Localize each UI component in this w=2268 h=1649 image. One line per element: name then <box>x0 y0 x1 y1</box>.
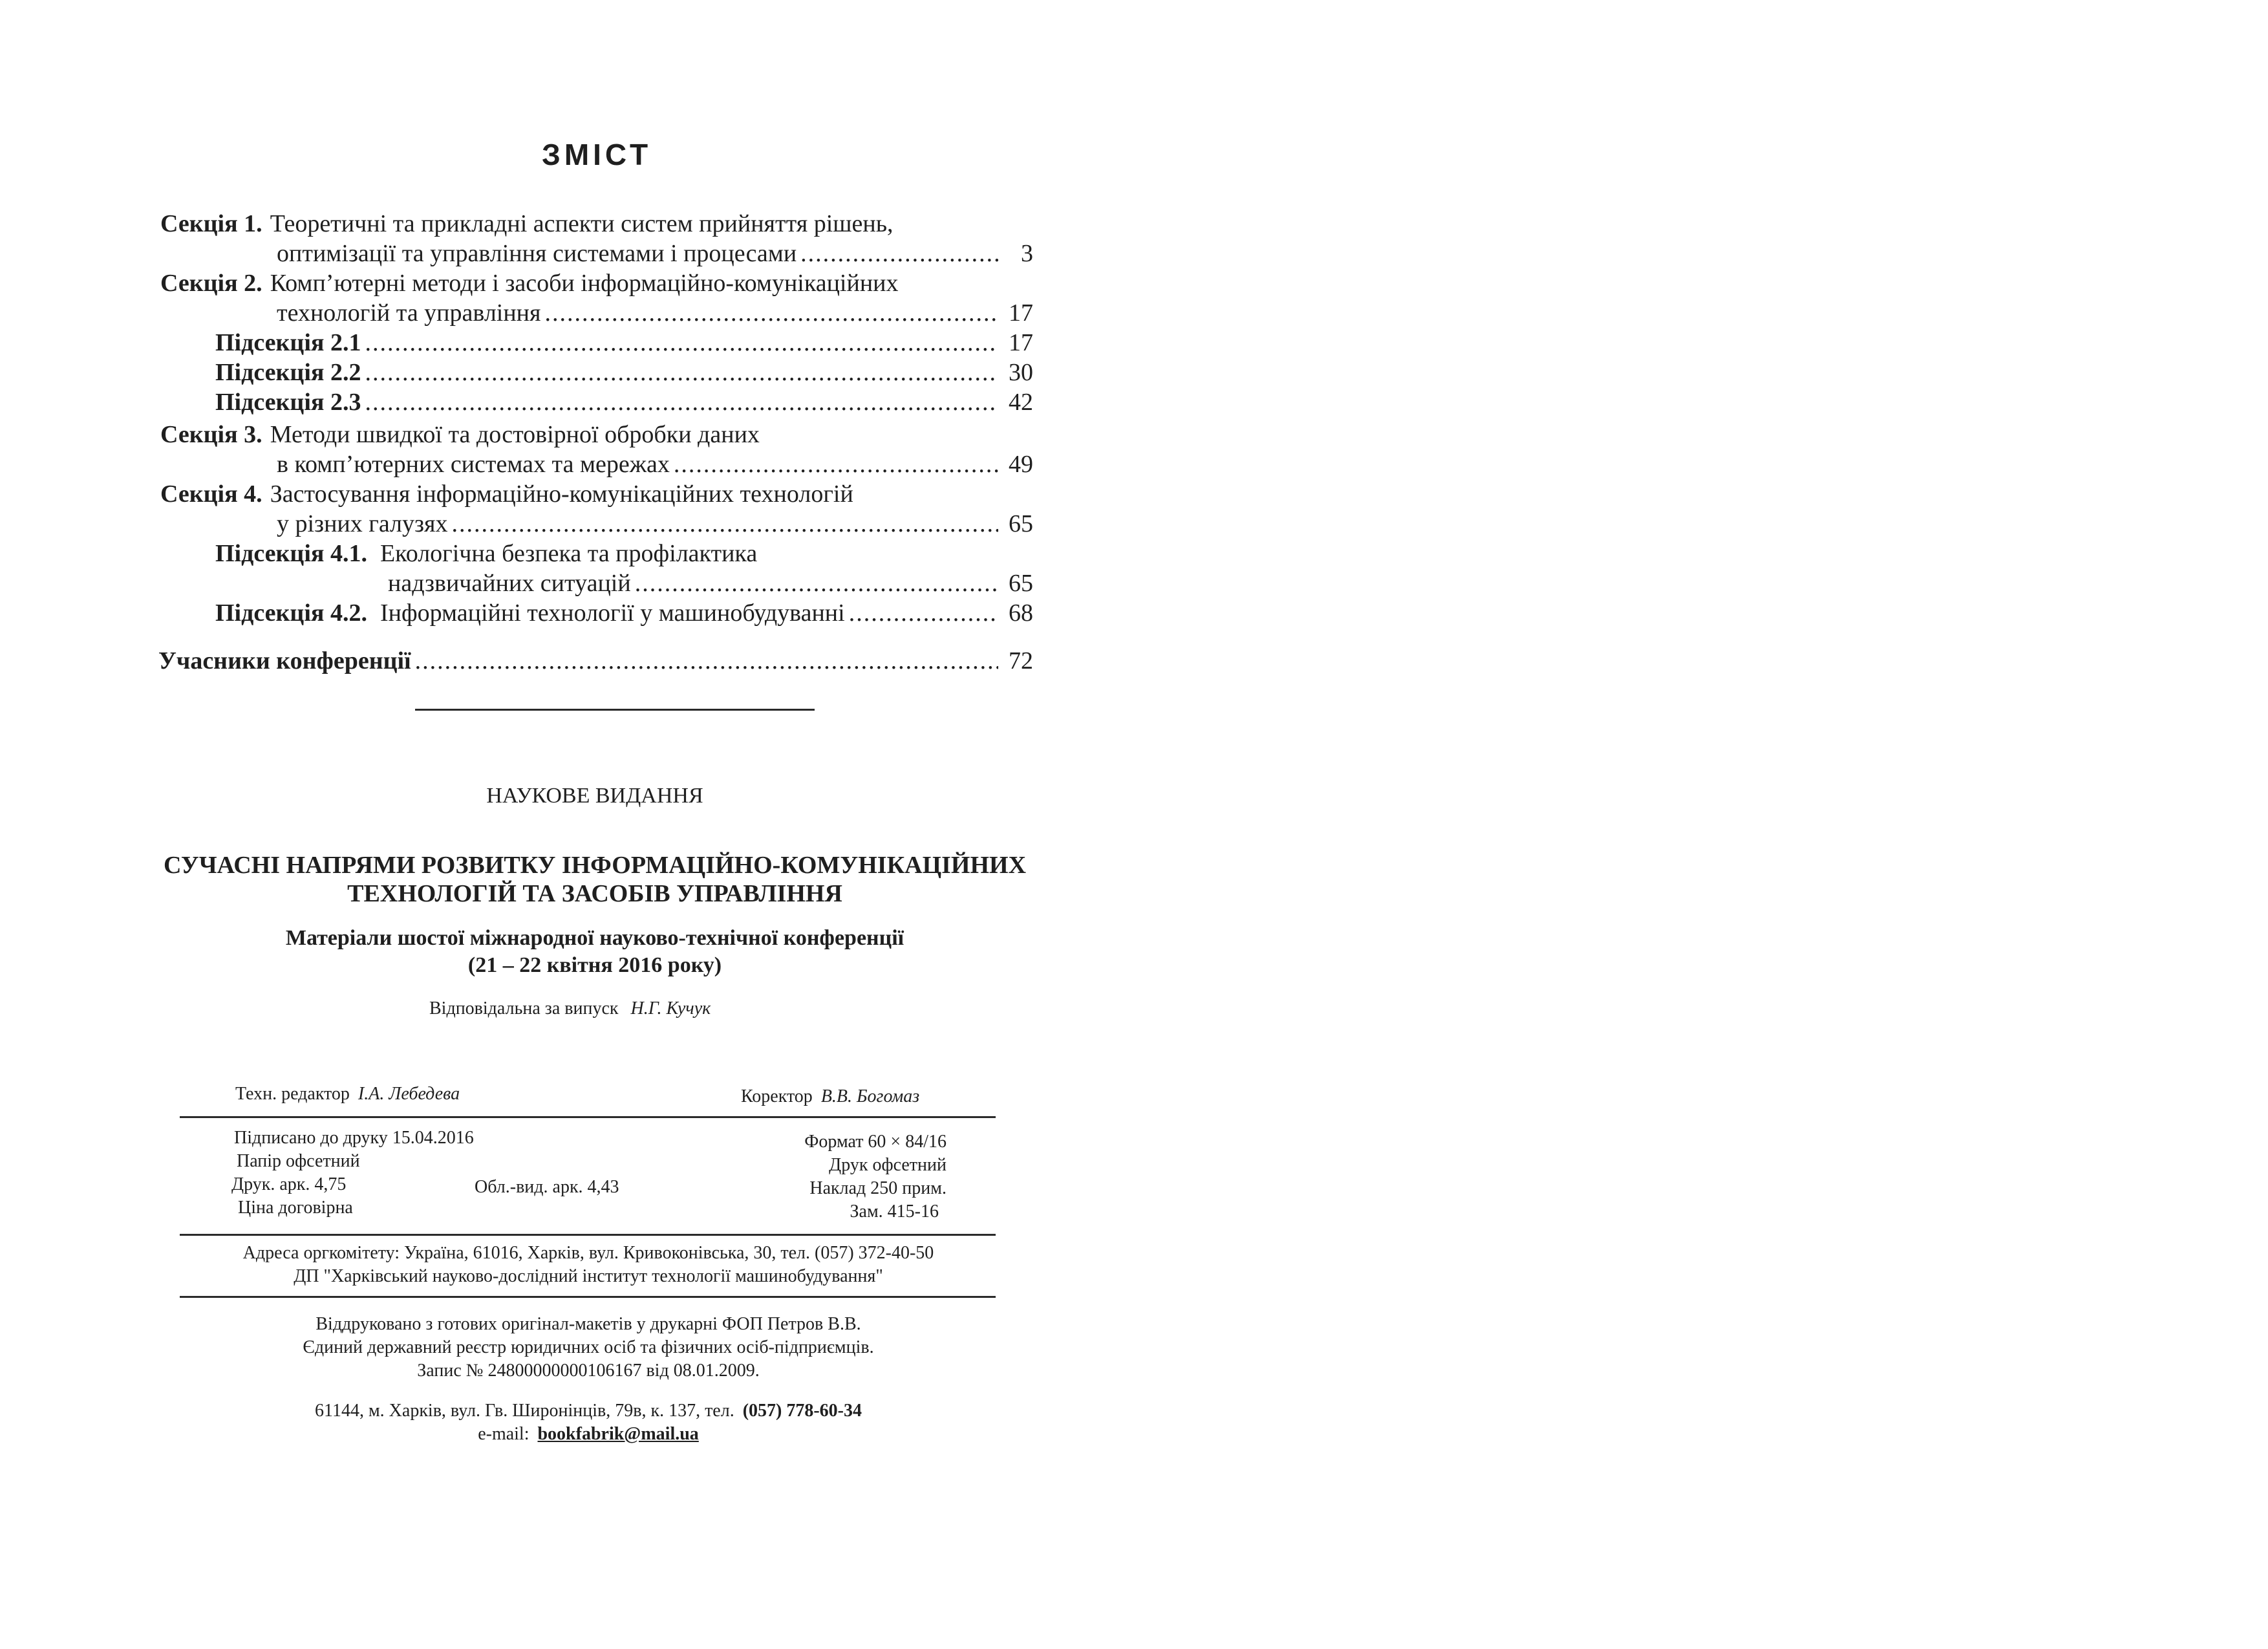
toc-section-title: у різних галузях <box>277 510 448 537</box>
toc-leader-dots <box>365 329 998 357</box>
email-label: e-mail: <box>478 1424 530 1444</box>
toc-leader-dots <box>451 510 998 538</box>
imprint-divider-3 <box>180 1296 996 1298</box>
toc-section-title: надзвичайних ситуацій <box>388 570 631 597</box>
imprint-divider-1 <box>180 1116 996 1118</box>
publishing-sheets: Обл.-вид. арк. 4,43 <box>475 1177 619 1197</box>
toc-entry-subsection-2-1 <box>215 329 1033 357</box>
toc-entry-subsection-4-1-cont <box>388 569 1033 598</box>
toc-section-title: технологій та управління <box>277 299 541 327</box>
toc-page-number: 17 <box>1009 329 1033 356</box>
toc-page-number: 72 <box>1009 647 1033 674</box>
toc-page-number: 65 <box>1009 510 1033 537</box>
toc-subsection-label: Підсекція 4.2. <box>215 599 367 627</box>
publication-title-line-2: ТЕХНОЛОГІЙ ТА ЗАСОБІВ УПРАВЛІННЯ <box>347 880 842 907</box>
toc-entry-subsection-2-2 <box>215 358 1033 387</box>
publication-title-line-1: СУЧАСНІ НАПРЯМИ РОЗВИТКУ ІНФОРМАЦІЙНО-КОМУНІКАЦІЙНИХ <box>163 852 1027 879</box>
printer-address-text: 61144, м. Харків, вул. Гв. Широнінців, 79в, к. 137, тел. <box>315 1401 734 1421</box>
imprint-divider-2 <box>180 1234 996 1236</box>
register-note: Єдиний державний реєстр юридичних осіб та фізичних осіб-підприємців. <box>303 1337 874 1357</box>
toc-section-title: оптимізації та управління системами і процесами <box>277 240 797 267</box>
format: Формат 60 × 84/16 <box>804 1132 947 1152</box>
toc-section-title: Інформаційні технології у машинобудуванні <box>380 599 845 627</box>
organizer-address: Адреса оргкомітету: Україна, 61016, Харків, вул. Кривоконівська, 30, тел. (057) 372-40-50 <box>242 1243 934 1263</box>
publication-subtitle-line-1: Матеріали шостої міжнародної науково-технічної конференції <box>285 926 904 950</box>
toc-entry-section-3 <box>160 420 1033 449</box>
toc-leader-dots <box>365 388 998 416</box>
toc-entry-participants <box>158 647 1033 675</box>
toc-title: ЗМІСТ <box>542 138 652 171</box>
toc-entry-section-1 <box>160 210 1033 238</box>
toc-divider <box>415 709 815 711</box>
toc-section-title: Методи швидкої та достовірної обробки даних <box>270 421 760 448</box>
print-sheets: Друк. арк. 4,75 <box>231 1174 347 1194</box>
order-number: Зам. 415-16 <box>850 1202 939 1222</box>
corrector-label: Коректор <box>741 1086 813 1106</box>
toc-page-number: 49 <box>1009 451 1033 478</box>
tech-editor-label: Техн. редактор <box>235 1084 350 1104</box>
toc-section-title: Екологічна безпека та профілактика <box>380 540 758 567</box>
toc-entry-section-4-cont <box>277 510 1033 538</box>
toc-entry-subsection-2-3 <box>215 388 1033 416</box>
price: Ціна договірна <box>238 1198 353 1218</box>
printer-phone: (057) 778-60-34 <box>742 1401 862 1421</box>
toc-subsection-label: Підсекція 4.1. <box>215 540 367 567</box>
tech-editor-name: І.А. Лебедева <box>358 1084 460 1104</box>
toc-page-number: 68 <box>1009 599 1033 627</box>
printed-by: Віддруковано з готових оригінал-макетів у друкарні ФОП Петров В.В. <box>316 1314 861 1334</box>
toc-leader-dots <box>545 299 999 327</box>
toc-leader-dots <box>800 239 998 268</box>
toc-section-label: Секція 2. <box>160 270 262 297</box>
toc-entry-section-1-cont <box>277 239 1033 268</box>
printer-address <box>168 1401 1009 1421</box>
tech-editor-line <box>235 1084 460 1105</box>
toc-page-number: 3 <box>1021 240 1033 267</box>
corrector-name: В.В. Богомаз <box>820 1086 920 1106</box>
register-record: Запис № 24800000000106167 від 08.01.2009. <box>417 1361 760 1381</box>
publication-subtitle-line-2: (21 – 22 квітня 2016 року) <box>467 953 722 977</box>
circulation: Наклад 250 прим. <box>809 1178 947 1198</box>
toc-section-title: в комп’ютерних системах та мережах <box>277 451 670 478</box>
toc-leader-dots <box>635 569 998 598</box>
toc-page-number: 65 <box>1009 570 1033 597</box>
toc-entry-section-3-cont <box>277 450 1033 479</box>
email-link[interactable]: bookfabrik@mail.ua <box>537 1424 699 1444</box>
toc-entry-section-2-cont <box>277 299 1033 327</box>
responsible-label: Відповідальна за випуск <box>429 998 619 1018</box>
toc-page-number: 42 <box>1009 389 1033 416</box>
printer-email-line <box>168 1424 1009 1445</box>
toc-section-title: Комп’ютерні методи і засоби інформаційно-комунікаційних <box>270 270 899 297</box>
toc-leader-dots <box>674 450 998 479</box>
responsible-line <box>429 998 711 1019</box>
responsible-name: Н.Г. Кучук <box>630 998 711 1018</box>
toc-entry-section-2 <box>160 269 1033 297</box>
toc-subsection-label: Підсекція 2.2 <box>215 359 361 386</box>
toc-page-number: 30 <box>1009 359 1033 386</box>
toc-leader-dots <box>849 599 998 627</box>
toc-leader-dots <box>365 358 998 387</box>
toc-section-title: Теоретичні та прикладні аспекти систем прийняття рішень, <box>270 210 893 237</box>
toc-subsection-label: Підсекція 2.1 <box>215 329 361 356</box>
paper-type: Папір офсетний <box>237 1151 360 1171</box>
toc-leader-dots <box>415 647 998 675</box>
toc-entry-subsection-4-2 <box>215 599 1033 627</box>
signed-to-print: Підписано до друку 15.04.2016 <box>234 1128 474 1148</box>
print-type: Друк офсетний <box>829 1155 947 1175</box>
corrector-line <box>741 1086 919 1107</box>
toc-entry-section-4 <box>160 480 1033 508</box>
publication-kind: НАУКОВЕ ВИДАННЯ <box>486 784 703 808</box>
toc-section-label: Секція 4. <box>160 480 262 508</box>
organizer-institute: ДП "Харківський науково-дослідний інститут технології машинобудування" <box>294 1266 883 1286</box>
toc-subsection-label: Підсекція 2.3 <box>215 389 361 416</box>
toc-page-number: 17 <box>1009 299 1033 327</box>
toc-section-title: Застосування інформаційно-комунікаційних технологій <box>270 480 853 508</box>
toc-section-label: Секція 1. <box>160 210 262 237</box>
toc-section-label: Секція 3. <box>160 421 262 448</box>
toc-entry-subsection-4-1 <box>215 539 1033 568</box>
toc-section-label: Учасники конференції <box>158 647 411 674</box>
